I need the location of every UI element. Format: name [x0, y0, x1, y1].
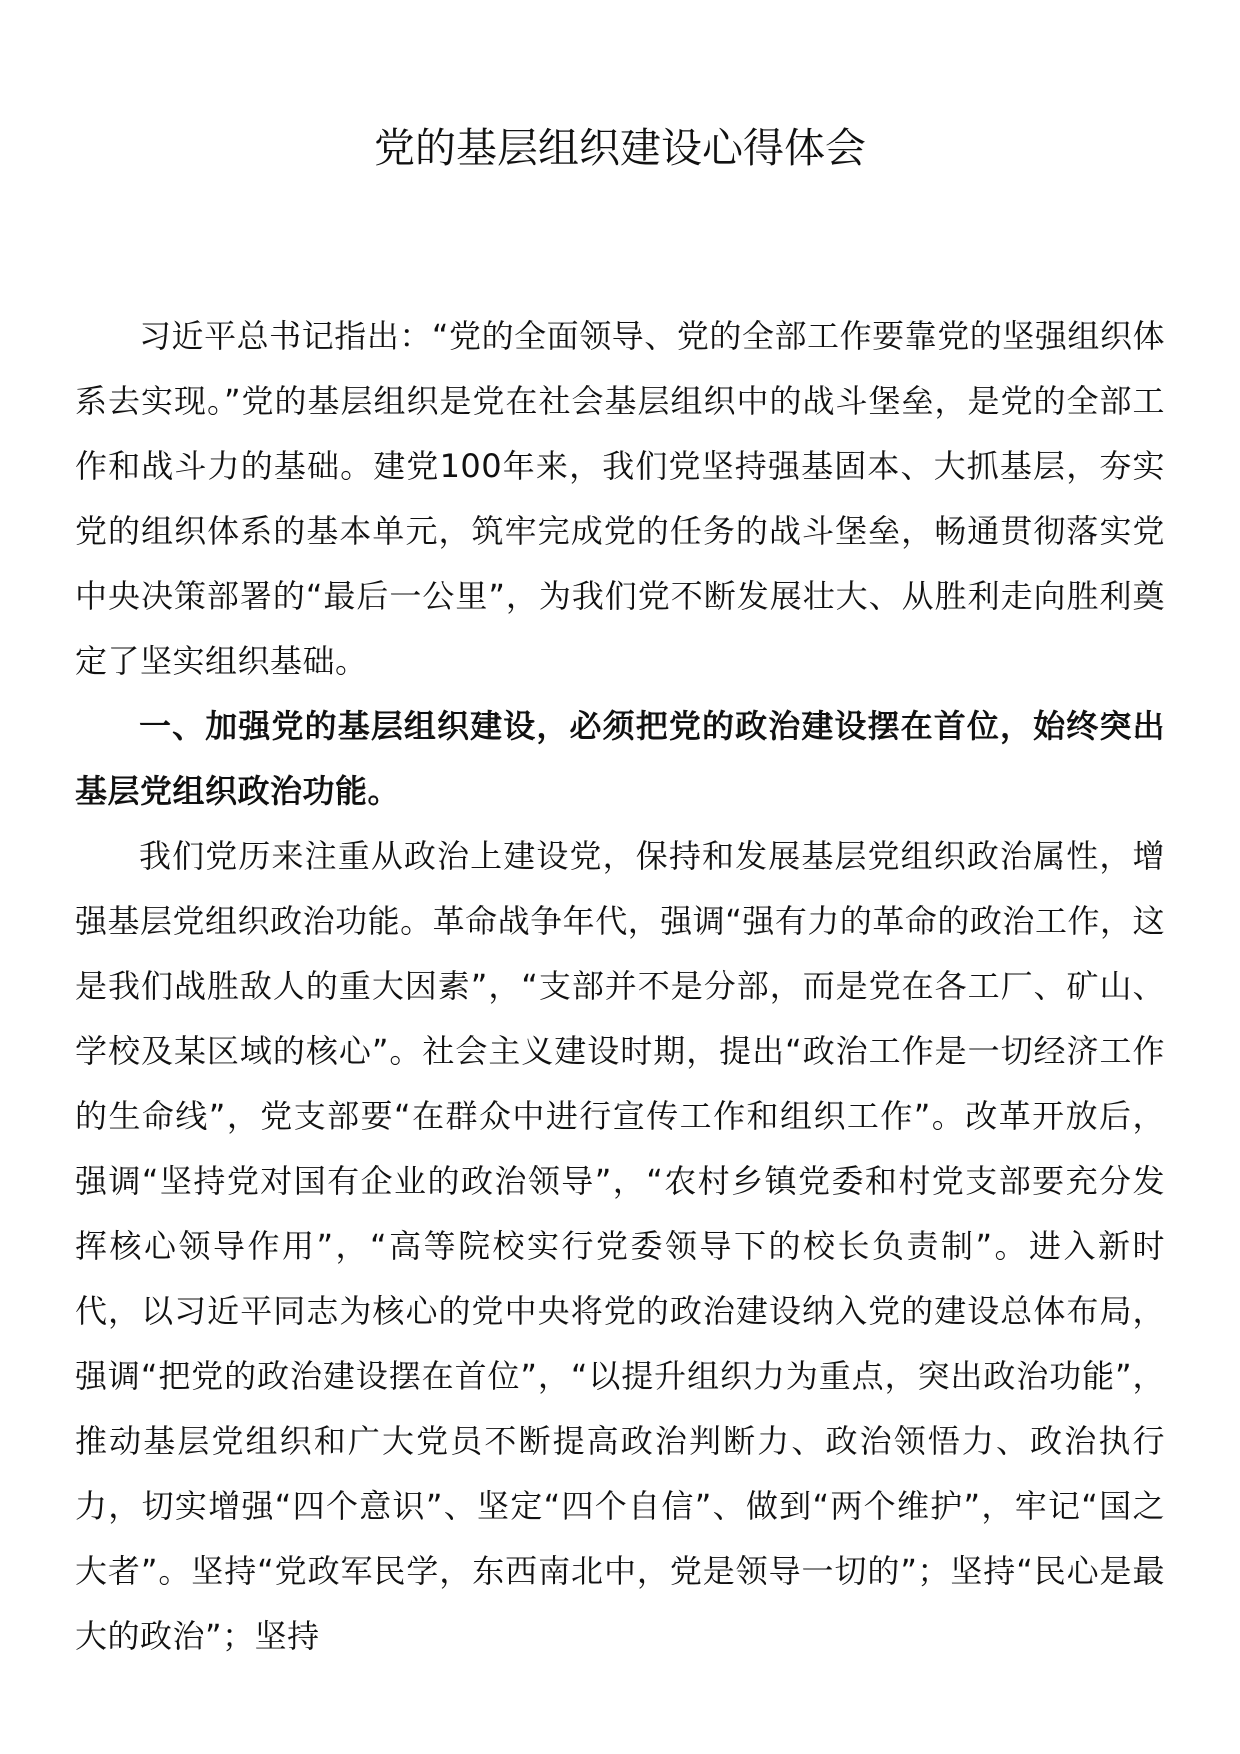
section-heading-1: 一、加强党的基层组织建设，必须把党的政治建设摆在首位，始终突出基层党组织政治功能。 — [75, 707, 1165, 810]
document-title: 党的基层组织建设心得体会 — [374, 124, 866, 172]
document-body — [75, 304, 1165, 1669]
section-1-paragraph: 我们党历来注重从政治上建设党，保持和发展基层党组织政治属性，增强基层党组织政治功能。革命战争年代，强调“强有力的革命的政治工作，这是我们战胜敌人的重大因素”，“支部并不是分部，而是党在各工厂、矿山、学校及某区域的核心”。社会主义建设时期，提出“政治工作是一切经济工作的生命线”，党支部要“在群众中进行宣传工作和组织工作”。改革开放后，强调“坚持党对国有企业的政治领导”，“农村乡镇党委和村党支部要充分发挥核心领导作用”，“高等院校实行党委领导下的校长负责制”。进入新时代，以习近平同志为核心的党中央将党的政治建设纳入党的建设总体布局，强调“把党的政治建设摆在首位”，“以提升组织力为重点，突出政治功能”，推动基层党组织和广大党员不断提高政治判断力、政治领悟力、政治执行力，切实增强“四个意识”、坚定“四个自信”、做到“两个维护”，牢记“国之大者”。坚持“党政军民学，东西南北中，党是领导一切的”；坚持“民心是最大的政治”；坚持 — [75, 837, 1165, 1655]
intro-paragraph: 习近平总书记指出：“党的全面领导、党的全部工作要靠党的坚强组织体系去实现。”党的基层组织是党在社会基层组织中的战斗堡垒，是党的全部工作和战斗力的基础。建党100年来，我们党坚持强基固本、大抓基层，夯实党的组织体系的基本单元，筑牢完成党的任务的战斗堡垒，畅通贯彻落实党中央决策部署的“最后一公里”，为我们党不断发展壮大、从胜利走向胜利奠定了坚实组织基础。 — [75, 317, 1165, 680]
